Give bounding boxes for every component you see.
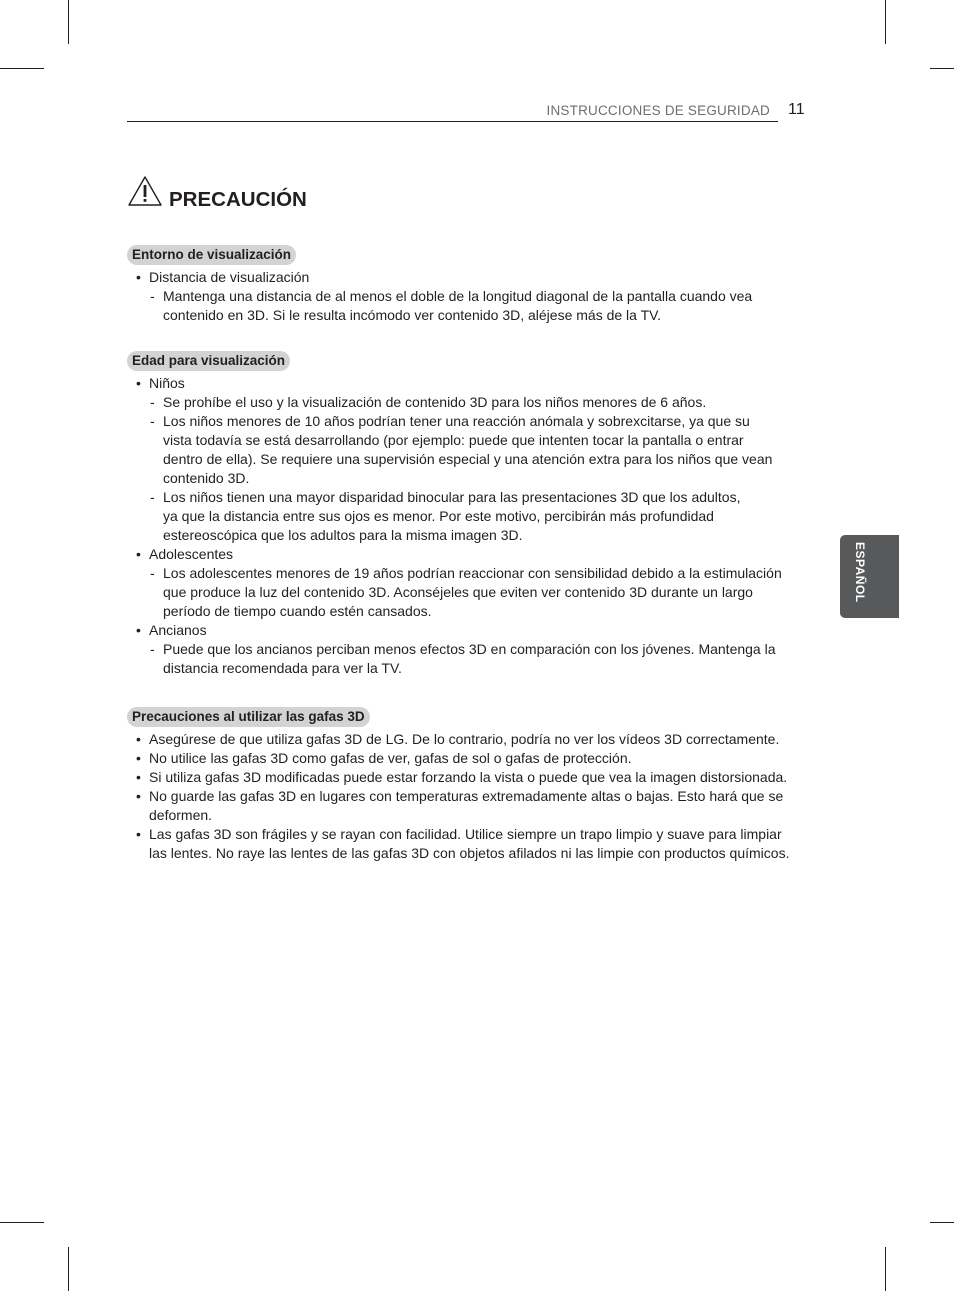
paragraph-line: estereoscópica que los adultos para la misma imagen 3D. <box>163 527 523 543</box>
header-rule <box>127 121 778 122</box>
paragraph-line: Los niños menores de 10 años podrían tener una reacción anómala y sobrexcitarse, ya que su <box>163 413 750 429</box>
language-tab-label: ESPAÑOL <box>853 542 867 603</box>
crop-mark <box>0 68 44 69</box>
bullet: • <box>136 750 141 766</box>
bullet: • <box>136 622 141 638</box>
page-number: 11 <box>788 101 805 118</box>
dash: - <box>150 394 155 410</box>
paragraph-line: ya que la distancia entre sus ojos es menor. Por este motivo, percibirán más profundidad <box>163 508 714 524</box>
paragraph-line: que produce la luz del contenido 3D. Aconséjeles que eviten ver contenido 3D durante un largo <box>163 584 753 600</box>
paragraph-line: distancia recomendada para ver la TV. <box>163 660 402 676</box>
bullet-text: deformen. <box>149 807 213 823</box>
bullet-text: Adolescentes <box>149 546 234 562</box>
bullet-text: las lentes. No raye las lentes de las gafas 3D con objetos afilados ni las limpie con productos químicos. <box>149 845 790 861</box>
language-tab <box>840 535 899 618</box>
paragraph-line: dentro de ella). Se requiere una supervisión especial y una atención extra para los niños que vean <box>163 451 773 467</box>
dash: - <box>150 641 155 657</box>
warning-icon <box>127 175 163 212</box>
paragraph-line: Se prohíbe el uso y la visualización de contenido 3D para los niños menores de 6 años. <box>163 394 707 410</box>
paragraph-line: contenido 3D. <box>163 470 250 486</box>
crop-mark <box>0 1222 44 1223</box>
paragraph-line: período de tiempo cuando estén cansados. <box>163 603 432 619</box>
paragraph-line: contenido en 3D. Si le resulta incómodo ver contenido 3D, aléjese más de la TV. <box>163 307 662 323</box>
bullet-text: Las gafas 3D son frágiles y se rayan con facilidad. Utilice siempre un trapo limpio y suave para limpiar <box>149 826 782 842</box>
running-header: INSTRUCCIONES DE SEGURIDAD <box>546 103 770 118</box>
crop-mark <box>930 68 954 69</box>
bullet-text: No utilice las gafas 3D como gafas de ver, gafas de sol o gafas de protección. <box>149 750 632 766</box>
bullet-text: No guarde las gafas 3D en lugares con temperaturas extremadamente altas o bajas. Esto hará que se <box>149 788 784 804</box>
paragraph-line: Los adolescentes menores de 19 años podrían reaccionar con sensibilidad debido a la estimulación <box>163 565 782 581</box>
bullet: • <box>136 269 141 285</box>
section-heading: Entorno de visualización <box>127 245 296 265</box>
bullet: • <box>136 375 141 391</box>
bullet: • <box>136 769 141 785</box>
paragraph-line: Los niños tienen una mayor disparidad binocular para las presentaciones 3D que los adultos, <box>163 489 741 505</box>
dash: - <box>150 565 155 581</box>
paragraph-line: Puede que los ancianos perciban menos efectos 3D en comparación con los jóvenes. Mantenga la <box>163 641 776 657</box>
dash: - <box>150 288 155 304</box>
bullet: • <box>136 826 141 842</box>
bullet-text: Niños <box>149 375 185 391</box>
crop-mark <box>68 1247 69 1291</box>
bullet-text: Si utiliza gafas 3D modificadas puede estar forzando la vista o puede que vea la imagen distorsionada. <box>149 769 788 785</box>
bullet-text: Asegúrese de que utiliza gafas 3D de LG. De lo contrario, podría no ver los vídeos 3D correctamente. <box>149 731 780 747</box>
bullet: • <box>136 546 141 562</box>
crop-mark <box>885 1247 886 1291</box>
bullet-text: Distancia de visualización <box>149 269 310 285</box>
bullet: • <box>136 788 141 804</box>
crop-mark <box>930 1222 954 1223</box>
bullet: • <box>136 731 141 747</box>
paragraph-line: Mantenga una distancia de al menos el doble de la longitud diagonal de la pantalla cuando vea <box>163 288 753 304</box>
dash: - <box>150 413 155 429</box>
paragraph-line: vista todavía se está desarrollando (por ejemplo: puede que intenten tocar la pantalla o entrar <box>163 432 744 448</box>
crop-mark <box>68 0 69 44</box>
section-heading: Edad para visualización <box>127 351 290 371</box>
bullet-text: Ancianos <box>149 622 207 638</box>
dash: - <box>150 489 155 505</box>
crop-mark <box>885 0 886 44</box>
section-heading: Precauciones al utilizar las gafas 3D <box>127 707 370 727</box>
page-title: PRECAUCIÓN <box>169 188 307 211</box>
